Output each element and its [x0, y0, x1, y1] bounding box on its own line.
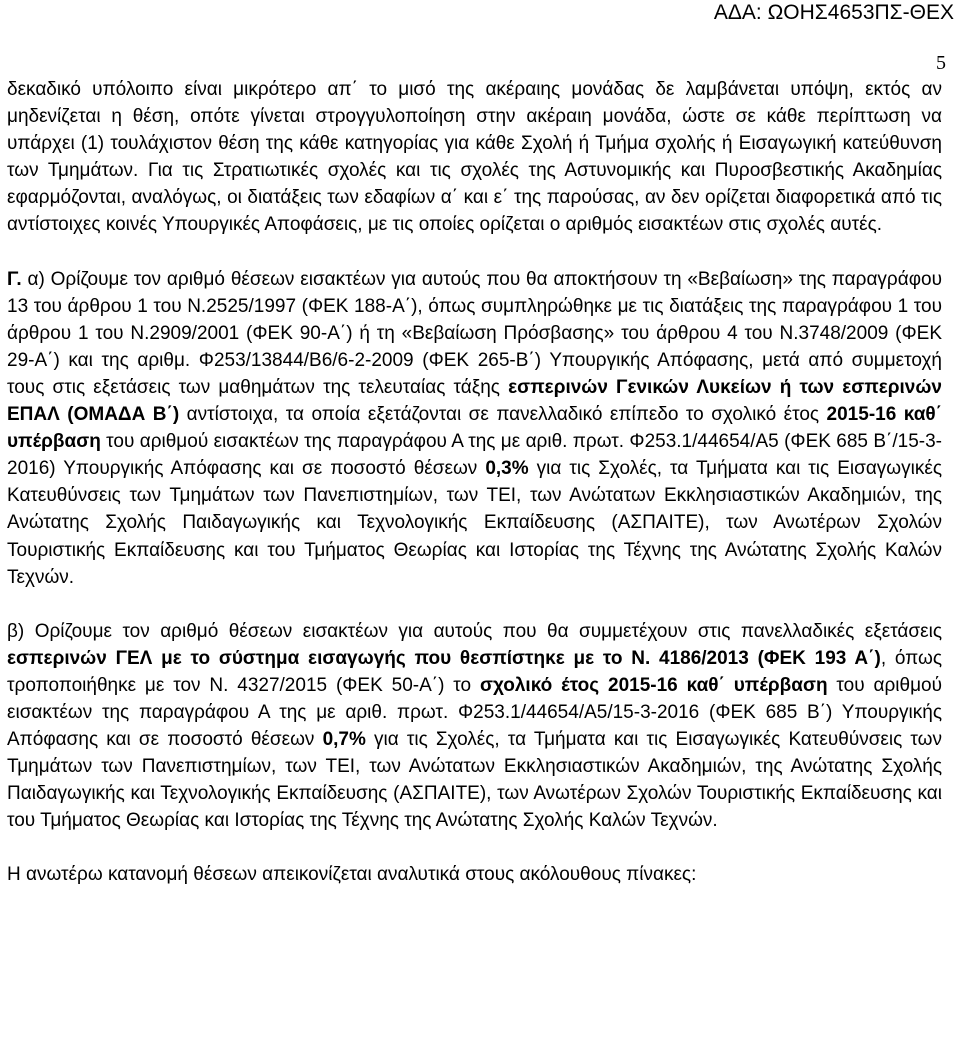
ada-label: ΑΔΑ: ΩΟΗΣ4653ΠΣ-ΘΕΧ: [713, 1, 954, 24]
paragraph-text: για τις Σχολές, τα Τμήματα και τις Εισαγωγικές Κατευθύνσεις των Τμημάτων των Πανεπιστημίων, των ΤΕΙ, των Ανώτατων Εκκλησιαστικών Ακαδημιών, της Ανώτατης Σχολής Παιδαγωγικής και Τεχνολογικής Εκπαίδευσης (ΑΣΠΑΙΤΕ), των Ανωτέρων Σχολών Τουριστικής Εκπαίδευσης και του Τμήματος Θεωρίας και Ιστορίας της Τέχνης της Ανώτατης Σχολής Καλών Τεχνών.: [7, 458, 942, 588]
paragraph-text: για τις Σχολές, τα Τμήματα και τις Εισαγωγικές Κατευθύνσεις των Τμημάτων των Πανεπιστημίων, των ΤΕΙ, των Ανώτατων Εκκλησιαστικών Ακαδημιών, της Ανώτατης Σχολής Παιδαγωγικής και Τεχνολογικής Εκπαίδευσης (ΑΣΠΑΙΤΕ), των Ανωτέρων Σχολών Τουριστικής Εκπαίδευσης και του Τμήματος Θεωρίας και Ιστορίας της Τέχνης της Ανώτατης Σχολής Καλών Τεχνών.: [7, 729, 942, 832]
paragraph-text: αντίστοιχα, τα οποία εξετάζονται σε πανελλαδικό επίπεδο το σχολικό έτος: [179, 404, 827, 426]
paragraph-rounding-rule: δεκαδικό υπόλοιπο είναι μικρότερο απ΄ το μισό της ακέραιης μονάδας δε λαμβάνεται υπόψη, εκτός αν μηδενίζεται η θέση, οπότε γίνεται στρογγυλοποίηση στην ακέραιη μονάδα, ώστε σε κάθε περίπτωση να υπάρχει (1) τουλάχιστον θέση της κάθε κατηγορίας για κάθε Σχολή ή Τμήμα σχολής ή Εισαγωγική κατεύθυνση των Τμημάτων. Για τις Στρατιωτικές σχολές και τις σχολές της Αστυνομικής και Πυροσβεστικής Ακαδημίας εφαρμόζονται, αναλόγως, οι διατάξεις των εδαφίων α΄ και ε΄ της παρούσας, αν δεν ορίζεται διαφορετικά από τις αντίστοιχες κοινές Υπουργικές Αποφάσεις, με τις οποίες ορίζεται ο αριθμός εισακτέων στις σχολές αυτές.: [7, 79, 942, 236]
paragraph-section-g-b: [7, 618, 942, 835]
bold-text: 0,3%: [485, 458, 529, 480]
paragraph-text: β) Ορίζουμε τον αριθμό θέσεων εισακτέων για αυτούς που θα συμμετέχουν στις πανελλαδικές εξετάσεις: [7, 620, 942, 642]
paragraph-text: του αριθμού εισακτέων της παραγράφου Α της με αριθ. πρωτ. Φ253.1/44654/Α5 (ΦΕΚ 685 Β΄/15-3-2016) Υπουργικής Απόφασης και σε ποσοστό θέσεων: [7, 431, 942, 480]
page-number: 5: [936, 52, 946, 74]
bold-text: 0,7%: [322, 729, 366, 751]
document-body: [7, 76, 942, 889]
section-letter: Γ.: [7, 268, 22, 290]
bold-text: σχολικό έτος 2015-16 καθ΄ υπέρβαση: [480, 674, 828, 696]
paragraph-tables-intro: Η ανωτέρω κατανομή θέσεων απεικονίζεται αναλυτικά στους ακόλουθους πίνακες:: [7, 864, 697, 886]
paragraph-text: , όπως τροποποιήθηκε με τον Ν. 4327/2015 (ΦΕΚ 50-Α΄) το: [7, 647, 942, 696]
paragraph-text: του αριθμού εισακτέων της παραγράφου Α της με αριθ. πρωτ. Φ253.1/44654/Α5/15-3-2016 (ΦΕΚ 685 Β΄) Υπουργικής Απόφασης και σε ποσοστό θέσεων: [7, 674, 942, 751]
paragraph-section-g-a: [7, 266, 942, 591]
paragraph-text: α) Ορίζουμε τον αριθμό θέσεων εισακτέων για αυτούς που θα αποκτήσουν τη «Βεβαίωση» της παραγράφου 13 του άρθρου 1 του Ν.2525/1997 (ΦΕΚ 188-Α΄), όπως συμπληρώθηκε με τις διατάξεις της παραγράφου 1 του άρθρου 1 του Ν.2909/2001 (ΦΕΚ 90-Α΄) ή τη «Βεβαίωση Πρόσβασης» του άρθρου 4 του Ν.3748/2009 (ΦΕΚ 29-Α΄) και της αριθμ. Φ253/13844/Β6/6-2-2009 (ΦΕΚ 265-Β΄) Υπουργικής Απόφασης, μετά από συμμετοχή τους στις εξετάσεις των μαθημάτων της τελευταίας τάξης: [7, 268, 942, 398]
bold-text: 2015-16 καθ΄ υπέρβαση: [7, 404, 942, 453]
bold-text: εσπερινών ΓΕΛ με το σύστημα εισαγωγής που θεσπίστηκε με το Ν. 4186/2013 (ΦΕΚ 193 Α΄): [7, 647, 881, 669]
bold-text: εσπερινών Γενικών Λυκείων ή των εσπερινών ΕΠΑΛ (ΟΜΑΔΑ Β΄): [7, 376, 942, 426]
